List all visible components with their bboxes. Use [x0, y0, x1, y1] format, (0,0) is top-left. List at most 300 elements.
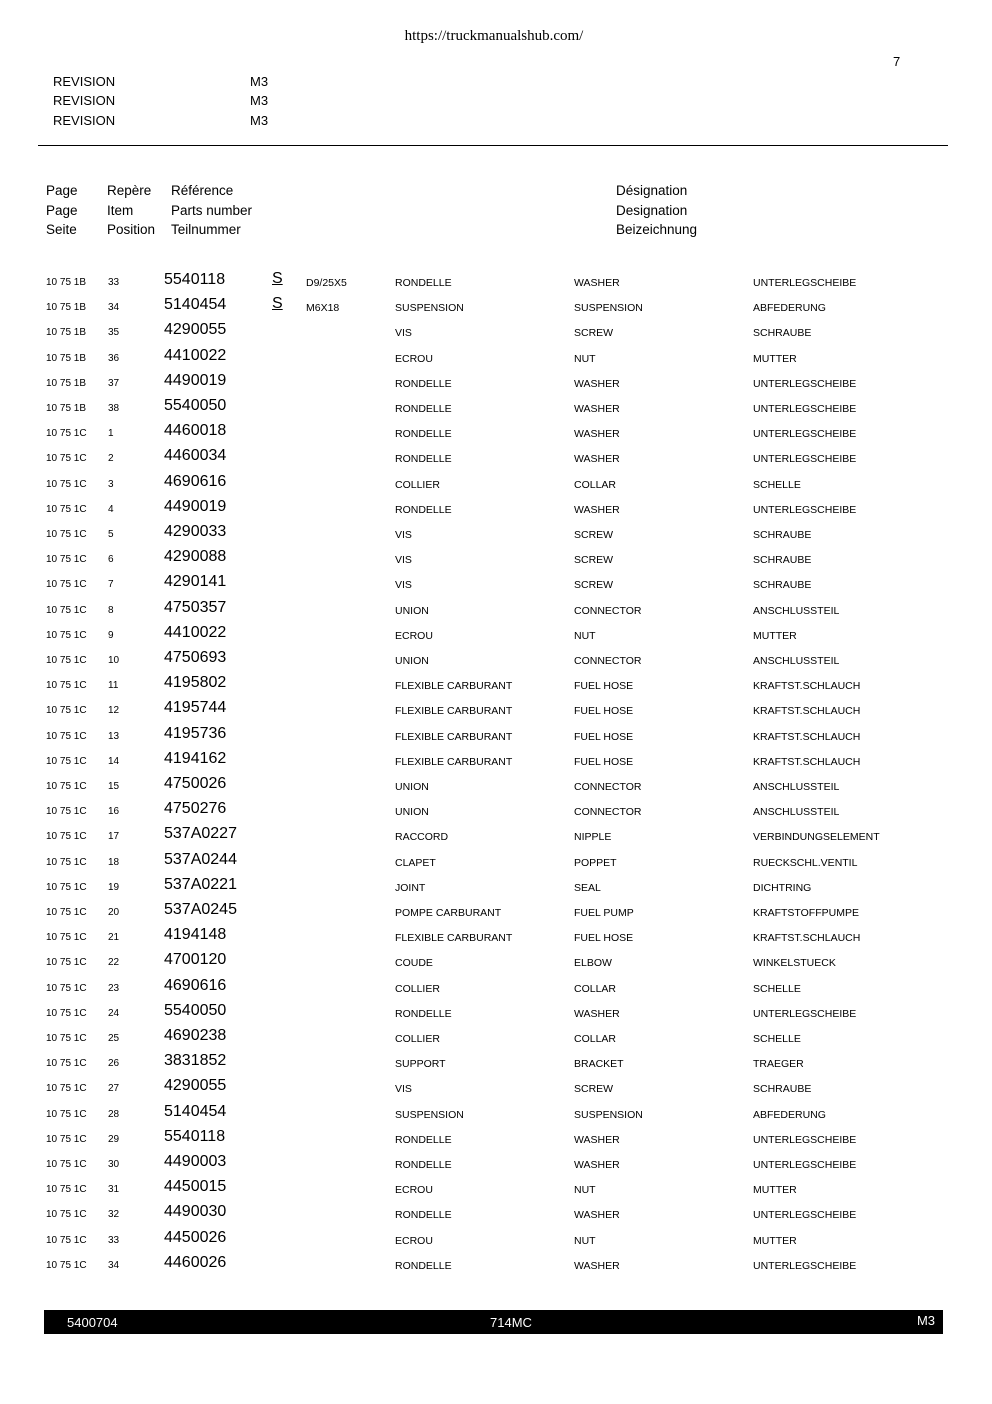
header-divider	[38, 145, 948, 146]
footer-model: 714MC	[490, 1315, 532, 1330]
table-row	[0, 1202, 992, 1227]
row-designation-fr: UNION	[395, 604, 429, 617]
row-designation-de: ANSCHLUSSTEIL	[753, 604, 840, 617]
column-header-line: Repère	[107, 183, 152, 198]
row-designation-fr: ECROU	[395, 1184, 433, 1197]
row-designation-fr: COLLIER	[395, 478, 440, 491]
row-designation-de: UNTERLEGSCHEIBE	[753, 277, 857, 289]
row-reference: 5140454	[164, 1102, 227, 1120]
row-page: 10 75 1C	[46, 1159, 87, 1170]
row-designation-en: SCREW	[574, 554, 614, 567]
row-designation-fr: JOINT	[395, 881, 426, 894]
row-page: 10 75 1C	[46, 1133, 87, 1145]
row-reference: 4700120	[164, 951, 227, 969]
row-item: 9	[108, 629, 114, 641]
row-item: 23	[108, 982, 120, 994]
row-page: 10 75 1C	[46, 629, 87, 641]
table-row	[0, 572, 992, 597]
row-reference: 4410022	[164, 623, 227, 641]
row-designation-de: SCHELLE	[753, 1033, 801, 1045]
row-designation-fr: RONDELLE	[395, 1209, 452, 1222]
row-reference: 4750026	[164, 775, 227, 792]
row-item: 6	[108, 554, 114, 566]
row-designation-en: WASHER	[574, 377, 620, 390]
row-designation-de: KRAFTST.SCHLAUCH	[753, 680, 861, 693]
row-reference: 4490019	[164, 371, 227, 389]
row-page: 10 75 1C	[46, 655, 87, 666]
row-designation-fr: RONDELLE	[395, 377, 452, 390]
row-reference: 5540118	[164, 271, 226, 288]
row-dimension: M6X18	[306, 302, 340, 315]
row-designation-de: ABFEDERUNG	[753, 302, 826, 315]
row-dimension: D9/25X5	[306, 277, 347, 289]
row-designation-de: SCHRAUBE	[753, 529, 812, 541]
row-s-marker: S	[272, 295, 283, 313]
row-designation-en: WASHER	[574, 403, 620, 415]
row-designation-fr: VIS	[395, 327, 412, 340]
row-designation-de: UNTERLEGSCHEIBE	[753, 377, 857, 390]
row-reference: 3831852	[164, 1052, 227, 1070]
row-page: 10 75 1C	[46, 982, 87, 994]
row-reference: 4410022	[164, 346, 227, 364]
revision-value: M3	[250, 93, 269, 108]
table-row	[0, 346, 992, 371]
column-header-line: Teilnummer	[171, 222, 241, 237]
row-item: 31	[108, 1184, 120, 1196]
table-row	[0, 472, 992, 497]
row-item: 26	[108, 1058, 120, 1070]
row-page: 10 75 1C	[46, 730, 87, 742]
row-designation-de: WINKELSTUECK	[753, 957, 836, 970]
row-reference: 4750693	[164, 649, 227, 666]
row-designation-en: CONNECTOR	[574, 655, 642, 667]
row-page: 10 75 1C	[46, 604, 87, 616]
row-designation-de: KRAFTST.SCHLAUCH	[753, 755, 861, 768]
row-reference: 5140454	[164, 296, 227, 314]
row-reference: 4460034	[164, 447, 227, 465]
row-reference: 537A0227	[164, 825, 237, 843]
row-reference: 537A0245	[164, 901, 237, 918]
row-page: 10 75 1C	[46, 428, 87, 440]
row-designation-fr: RONDELLE	[395, 1259, 452, 1272]
table-row	[0, 1076, 992, 1101]
row-reference: 4490003	[164, 1153, 227, 1170]
row-s-marker: S	[272, 270, 283, 287]
row-page: 10 75 1C	[46, 1058, 87, 1070]
row-designation-fr: RONDELLE	[395, 277, 452, 289]
row-designation-fr: FLEXIBLE CARBURANT	[395, 705, 513, 718]
table-row	[0, 1001, 992, 1026]
row-designation-fr: CLAPET	[395, 856, 436, 869]
row-item: 17	[108, 831, 120, 843]
row-designation-fr: FLEXIBLE CARBURANT	[395, 730, 513, 743]
row-designation-fr: UNION	[395, 806, 429, 819]
table-row	[0, 598, 992, 623]
row-designation-fr: UNION	[395, 655, 429, 667]
row-designation-en: SCREW	[574, 1083, 614, 1096]
footer-doc-number: 5400704	[67, 1315, 118, 1330]
row-page: 10 75 1B	[46, 352, 87, 364]
row-reference: 4690238	[164, 1027, 227, 1044]
row-reference: 4690616	[164, 472, 227, 490]
table-row	[0, 1127, 992, 1152]
column-header-line: Seite	[46, 222, 77, 237]
row-designation-en: WASHER	[574, 428, 620, 441]
row-item: 1	[108, 428, 114, 440]
row-reference: 4195802	[164, 674, 227, 692]
row-designation-fr: FLEXIBLE CARBURANT	[395, 680, 513, 693]
row-item: 30	[108, 1159, 120, 1170]
row-designation-fr: VIS	[395, 579, 412, 592]
row-item: 36	[108, 352, 120, 364]
page-number: 7	[893, 54, 901, 69]
row-designation-fr: SUSPENSION	[395, 302, 464, 315]
row-reference: 4194162	[164, 749, 227, 767]
table-row	[0, 799, 992, 824]
row-designation-fr: POMPE CARBURANT	[395, 907, 502, 919]
revision-value: M3	[250, 113, 269, 128]
row-item: 10	[108, 655, 120, 666]
revision-label: REVISION	[53, 93, 116, 108]
table-row	[0, 446, 992, 471]
table-row	[0, 1051, 992, 1076]
row-designation-en: COLLAR	[574, 1033, 617, 1045]
row-designation-fr: ECROU	[395, 629, 433, 642]
row-reference: 4290088	[164, 548, 227, 566]
row-designation-en: NUT	[574, 1184, 596, 1197]
table-row	[0, 1102, 992, 1127]
row-designation-en: WASHER	[574, 453, 620, 466]
table-row	[0, 320, 992, 345]
table-row	[0, 749, 992, 774]
row-item: 16	[108, 806, 120, 818]
row-page: 10 75 1C	[46, 529, 87, 540]
row-designation-en: SUSPENSION	[574, 1108, 643, 1121]
row-item: 12	[108, 705, 120, 717]
row-item: 4	[108, 503, 114, 515]
row-page: 10 75 1C	[46, 1234, 87, 1246]
row-page: 10 75 1C	[46, 755, 87, 767]
row-page: 10 75 1B	[46, 302, 87, 314]
row-page: 10 75 1C	[46, 907, 87, 918]
table-row	[0, 976, 992, 1001]
row-reference: 4750276	[164, 800, 227, 818]
row-designation-en: WASHER	[574, 503, 620, 516]
row-designation-en: WASHER	[574, 1159, 620, 1171]
row-item: 18	[108, 856, 120, 868]
row-designation-en: NIPPLE	[574, 831, 612, 844]
row-designation-de: UNTERLEGSCHEIBE	[753, 1007, 857, 1020]
row-designation-fr: RONDELLE	[395, 403, 452, 415]
table-row	[0, 396, 992, 421]
row-reference: 4290055	[164, 1077, 227, 1095]
row-page: 10 75 1C	[46, 579, 87, 591]
row-designation-de: UNTERLEGSCHEIBE	[753, 1133, 857, 1146]
row-designation-de: SCHRAUBE	[753, 554, 812, 567]
row-page: 10 75 1C	[46, 554, 87, 566]
row-page: 10 75 1B	[46, 377, 87, 389]
row-page: 10 75 1B	[46, 327, 87, 339]
row-item: 8	[108, 604, 114, 616]
row-item: 24	[108, 1007, 120, 1019]
row-designation-fr: RONDELLE	[395, 1159, 452, 1171]
column-header-page	[46, 181, 78, 240]
row-designation-en: ELBOW	[574, 957, 612, 970]
row-designation-en: COLLAR	[574, 982, 617, 995]
row-reference: 537A0221	[164, 875, 237, 893]
row-page: 10 75 1C	[46, 1083, 87, 1095]
row-designation-en: WASHER	[574, 1133, 620, 1146]
row-designation-fr: ECROU	[395, 1234, 433, 1247]
row-designation-de: UNTERLEGSCHEIBE	[753, 403, 857, 415]
row-designation-en: FUEL HOSE	[574, 730, 634, 743]
row-designation-en: CONNECTOR	[574, 604, 642, 617]
row-designation-en: CONNECTOR	[574, 806, 642, 819]
row-designation-en: FUEL PUMP	[574, 907, 634, 919]
column-header-line: Beizeichnung	[616, 222, 698, 237]
table-row	[0, 270, 992, 295]
row-reference: 4460026	[164, 1253, 227, 1271]
row-item: 2	[108, 453, 114, 465]
row-page: 10 75 1C	[46, 781, 87, 792]
row-designation-fr: RONDELLE	[395, 428, 452, 441]
row-designation-en: SUSPENSION	[574, 302, 643, 315]
row-item: 35	[108, 327, 120, 339]
column-header-line: Parts number	[171, 202, 253, 218]
row-reference: 5540118	[164, 1127, 226, 1145]
row-page: 10 75 1C	[46, 1184, 87, 1196]
revision-value: M3	[250, 74, 269, 89]
column-header-line: Page	[46, 183, 78, 198]
row-reference: 4750357	[164, 598, 227, 616]
row-designation-fr: RONDELLE	[395, 503, 452, 516]
row-designation-de: UNTERLEGSCHEIBE	[753, 428, 857, 441]
table-row	[0, 774, 992, 799]
column-header-line: Désignation	[616, 183, 688, 198]
row-page: 10 75 1B	[46, 277, 87, 288]
row-designation-en: POPPET	[574, 856, 617, 869]
row-designation-en: BRACKET	[574, 1058, 624, 1071]
row-designation-de: MUTTER	[753, 1184, 797, 1197]
row-designation-de: ANSCHLUSSTEIL	[753, 806, 840, 819]
row-designation-de: KRAFTST.SCHLAUCH	[753, 705, 861, 718]
row-item: 34	[108, 1259, 120, 1271]
column-header-designation	[616, 181, 697, 240]
row-designation-de: SCHRAUBE	[753, 327, 812, 340]
row-reference: 4194148	[164, 926, 227, 944]
row-page: 10 75 1C	[46, 1007, 87, 1019]
table-row	[0, 1228, 992, 1253]
row-item: 25	[108, 1033, 120, 1044]
footer-bar	[44, 1310, 943, 1334]
row-item: 27	[108, 1083, 120, 1095]
row-page: 10 75 1C	[46, 932, 87, 944]
row-designation-fr: SUPPORT	[395, 1058, 446, 1071]
row-designation-fr: RONDELLE	[395, 1007, 452, 1020]
row-designation-de: UNTERLEGSCHEIBE	[753, 503, 857, 516]
row-designation-de: KRAFTST.SCHLAUCH	[753, 730, 861, 743]
row-designation-de: UNTERLEGSCHEIBE	[753, 1209, 857, 1222]
row-designation-en: SCREW	[574, 529, 614, 541]
row-designation-en: SEAL	[574, 881, 601, 894]
column-header-line: Designation	[616, 202, 688, 218]
row-designation-de: KRAFTST.SCHLAUCH	[753, 932, 861, 945]
table-row	[0, 824, 992, 849]
revision-label: REVISION	[53, 113, 116, 128]
row-reference: 4460018	[164, 422, 227, 440]
row-designation-de: MUTTER	[753, 1234, 797, 1247]
table-row	[0, 522, 992, 547]
table-row	[0, 547, 992, 572]
row-designation-de: TRAEGER	[753, 1058, 804, 1071]
row-designation-en: COLLAR	[574, 478, 617, 491]
column-header-line: Référence	[171, 183, 234, 198]
column-header-item	[107, 181, 155, 240]
row-designation-en: WASHER	[574, 277, 620, 289]
table-row	[0, 950, 992, 975]
row-designation-de: SCHELLE	[753, 478, 801, 491]
row-item: 20	[108, 907, 120, 918]
row-page: 10 75 1C	[46, 1209, 87, 1221]
table-row	[0, 724, 992, 749]
row-designation-en: WASHER	[574, 1007, 620, 1020]
row-designation-en: NUT	[574, 352, 596, 365]
row-item: 34	[108, 302, 120, 314]
row-page: 10 75 1B	[46, 403, 87, 414]
table-row	[0, 1026, 992, 1051]
row-item: 33	[108, 277, 120, 288]
table-row	[0, 497, 992, 522]
row-reference: 4290141	[164, 573, 227, 591]
row-reference: 4490030	[164, 1203, 227, 1221]
row-designation-fr: COLLIER	[395, 982, 440, 995]
row-page: 10 75 1C	[46, 478, 87, 490]
row-designation-fr: VIS	[395, 529, 412, 541]
row-designation-fr: VIS	[395, 554, 412, 567]
row-designation-fr: RONDELLE	[395, 453, 452, 466]
row-designation-de: UNTERLEGSCHEIBE	[753, 1259, 857, 1272]
row-designation-en: FUEL HOSE	[574, 705, 634, 718]
row-item: 5	[108, 529, 114, 540]
footer-revision: M3	[916, 1313, 935, 1328]
row-page: 10 75 1C	[46, 1108, 87, 1120]
table-row	[0, 1177, 992, 1202]
row-designation-de: UNTERLEGSCHEIBE	[753, 453, 857, 466]
row-item: 15	[108, 781, 120, 792]
column-header-line: Item	[107, 202, 134, 218]
row-page: 10 75 1C	[46, 453, 87, 465]
column-header-reference	[171, 181, 252, 240]
row-item: 14	[108, 755, 120, 767]
row-designation-de: MUTTER	[753, 629, 797, 642]
row-page: 10 75 1C	[46, 503, 87, 515]
row-item: 33	[108, 1234, 120, 1246]
table-row	[0, 673, 992, 698]
row-reference: 4690616	[164, 976, 227, 994]
row-designation-de: UNTERLEGSCHEIBE	[753, 1159, 857, 1171]
row-designation-fr: VIS	[395, 1083, 412, 1096]
row-designation-fr: COUDE	[395, 957, 433, 970]
column-header-line: Page	[46, 202, 78, 218]
row-page: 10 75 1C	[46, 806, 87, 818]
row-designation-en: WASHER	[574, 1259, 620, 1272]
row-item: 28	[108, 1108, 120, 1120]
row-designation-de: ANSCHLUSSTEIL	[753, 655, 840, 667]
row-item: 29	[108, 1133, 120, 1145]
row-reference: 4450015	[164, 1178, 227, 1196]
row-item: 13	[108, 730, 120, 742]
row-item: 7	[108, 579, 114, 591]
row-designation-fr: UNION	[395, 781, 429, 793]
row-reference: 4195744	[164, 699, 227, 717]
revision-label: REVISION	[53, 74, 116, 89]
row-page: 10 75 1C	[46, 1259, 87, 1271]
table-row	[0, 295, 992, 320]
row-designation-de: SCHRAUBE	[753, 579, 812, 592]
row-item: 32	[108, 1209, 120, 1221]
row-reference: 4290055	[164, 321, 227, 339]
row-designation-fr: ECROU	[395, 352, 433, 365]
row-page: 10 75 1C	[46, 856, 87, 868]
row-designation-en: CONNECTOR	[574, 781, 642, 793]
row-reference: 5540050	[164, 397, 227, 414]
row-reference: 4195736	[164, 724, 227, 742]
row-designation-fr: SUSPENSION	[395, 1108, 464, 1121]
row-reference: 4490019	[164, 497, 227, 515]
row-page: 10 75 1C	[46, 1033, 87, 1044]
row-item: 19	[108, 881, 120, 893]
source-url: https://truckmanualshub.com/	[404, 28, 584, 44]
table-row	[0, 925, 992, 950]
row-item: 21	[108, 932, 120, 944]
row-designation-en: WASHER	[574, 1209, 620, 1222]
column-header-line: Position	[107, 222, 156, 237]
row-item: 37	[108, 377, 120, 389]
row-designation-en: FUEL HOSE	[574, 755, 634, 768]
row-designation-fr: FLEXIBLE CARBURANT	[395, 932, 513, 945]
row-page: 10 75 1C	[46, 705, 87, 717]
row-item: 11	[108, 680, 119, 692]
table-row	[0, 850, 992, 875]
row-designation-en: FUEL HOSE	[574, 680, 634, 693]
row-item: 22	[108, 957, 120, 969]
table-row	[0, 623, 992, 648]
table-row	[0, 875, 992, 900]
row-designation-fr: RONDELLE	[395, 1133, 452, 1146]
table-row	[0, 371, 992, 396]
row-page: 10 75 1C	[46, 881, 87, 893]
row-designation-de: MUTTER	[753, 352, 797, 365]
table-row	[0, 1152, 992, 1177]
row-designation-de: SCHRAUBE	[753, 1083, 812, 1096]
row-reference: 537A0244	[164, 850, 237, 868]
row-designation-en: NUT	[574, 629, 596, 642]
row-designation-en: NUT	[574, 1234, 596, 1247]
table-row	[0, 421, 992, 446]
row-designation-fr: FLEXIBLE CARBURANT	[395, 755, 513, 768]
row-reference: 5540050	[164, 1001, 227, 1019]
row-reference: 4450026	[164, 1228, 227, 1246]
row-designation-en: SCREW	[574, 327, 614, 340]
row-designation-de: DICHTRING	[753, 881, 812, 894]
table-row	[0, 698, 992, 723]
row-item: 3	[108, 478, 114, 490]
row-page: 10 75 1C	[46, 831, 87, 843]
row-page: 10 75 1C	[46, 957, 87, 969]
row-designation-de: ANSCHLUSSTEIL	[753, 781, 840, 793]
row-designation-fr: COLLIER	[395, 1033, 440, 1045]
row-designation-de: SCHELLE	[753, 982, 801, 995]
